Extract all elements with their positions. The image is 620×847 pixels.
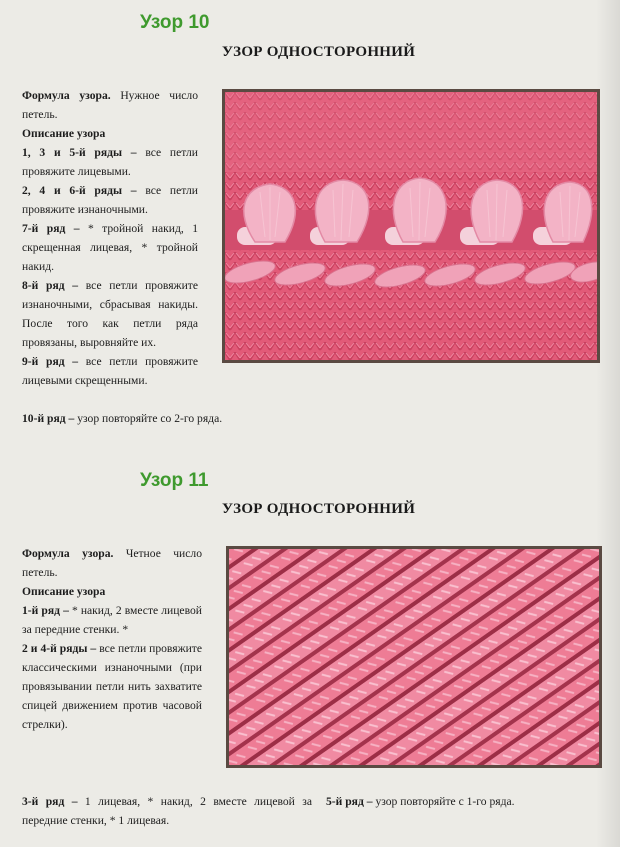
pattern-11-row-3 <box>22 792 312 830</box>
row-instruction: 5-й ряд – узор повторяйте с 1-го ряда. <box>326 795 515 808</box>
description-heading: Описание узора <box>22 585 106 598</box>
formula-line: Формула узора. Нужное число петель. <box>22 89 199 121</box>
row-instruction: 2, 4 и 6-й ряды – все петли провяжите изнаночными. <box>22 184 198 216</box>
pattern-11-subtitle: УЗОР ОДНОСТОРОННИЙ <box>222 501 416 517</box>
row-instruction: 8-й ряд – все петли провяжите изнаночными, сбрасывая накиды. После того как петли ряда провязаны, выровняйте их. <box>22 279 198 349</box>
row-instruction: 10-й ряд – узор повторяйте со 2-го ряда. <box>22 412 223 425</box>
row-instruction: 1, 3 и 5-й ряды – все петли провяжите лицевыми. <box>22 146 198 178</box>
row-instruction: 1-й ряд – * накид, 2 вместе лицевой за передние стенки. * <box>22 604 202 636</box>
pattern-10-subtitle: УЗОР ОДНОСТОРОННИЙ <box>222 44 416 60</box>
row-instruction: 3-й ряд – 1 лицевая, * накид, 2 вместе лицевой за передние стенки, * 1 лицевая. <box>22 795 312 827</box>
pattern-11-description <box>22 544 202 734</box>
pattern-10-description <box>22 86 198 390</box>
description-heading: Описание узора <box>22 127 106 140</box>
pattern-10-last-row <box>22 409 322 428</box>
row-instruction: 9-й ряд – все петли провяжите лицевыми скрещенными. <box>22 355 198 387</box>
pattern-10-title: Узор 10 <box>140 12 210 33</box>
row-instruction: 2 и 4-й ряды – все петли провяжите классическими изнаночными (при провязывании петли нить захватите спицей движением против часовой стрелки). <box>22 642 203 731</box>
pattern-11-title: Узор 11 <box>140 470 209 491</box>
formula-line: Формула узора. Четное число петель. <box>22 547 202 579</box>
row-instruction: 7-й ряд – * тройной накид, 1 скрещенная лицевая, * тройной накид. <box>22 222 198 273</box>
knitted-sample-tulips-image <box>222 89 600 363</box>
pattern-11-row-5 <box>326 792 606 811</box>
knitted-sample-diagonal-lace-image <box>226 546 602 768</box>
